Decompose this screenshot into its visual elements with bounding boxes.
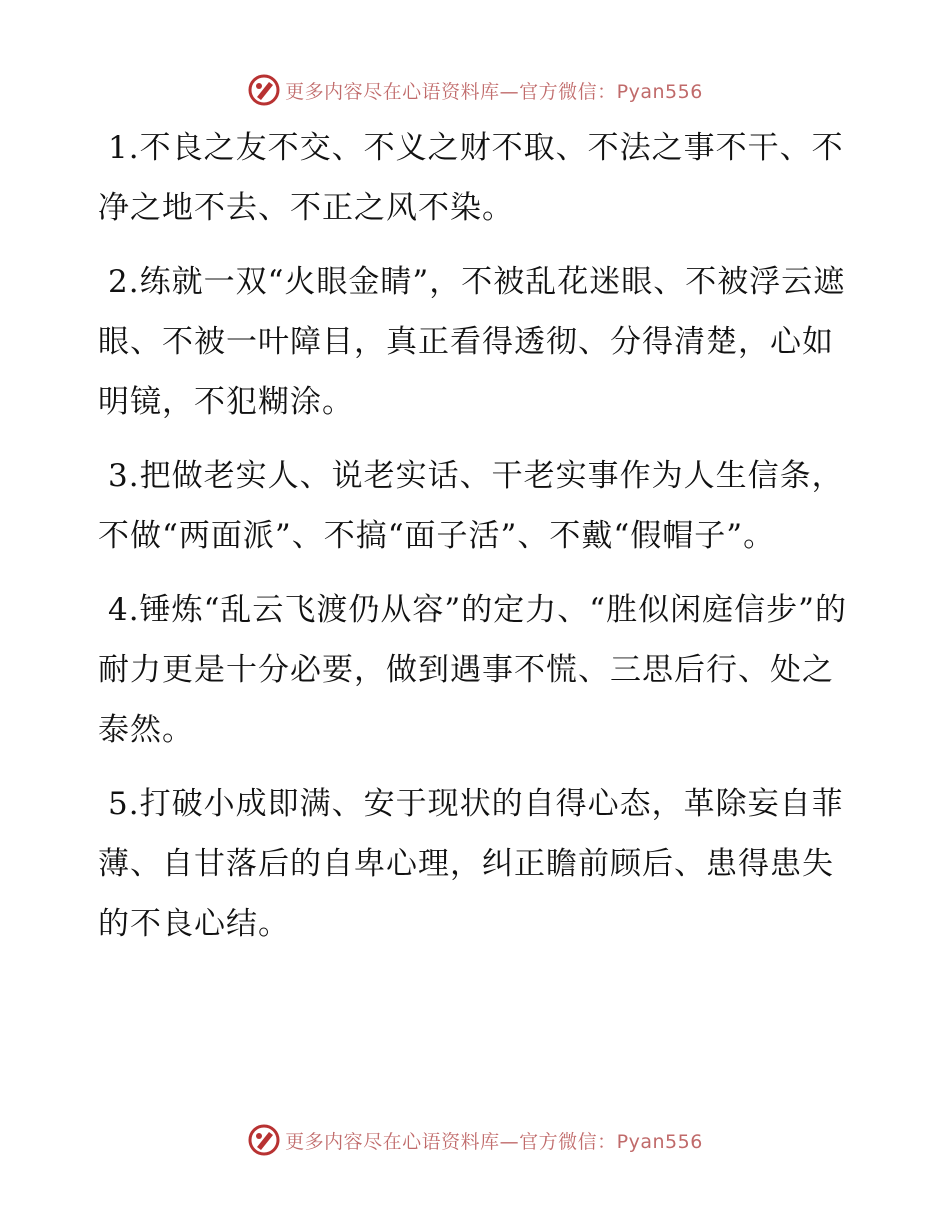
header-banner [0, 70, 950, 110]
document-body [98, 118, 858, 968]
footer-banner-text: 更多内容尽在心语资料库—官方微信：Pyan556 [285, 1130, 703, 1153]
paragraph-3: 3.把做老实人、说老实话、干老实事作为人生信条，不做“两面派”、不搞“面子活”、不戴“假帽子”。 [98, 458, 844, 554]
paragraph-4: 4.锤炼“乱云飞渡仍从容”的定力、“胜似闲庭信步”的耐力更是十分必要，做到遇事不慌、三思后行、处之泰然。 [98, 592, 847, 748]
logo-icon [247, 73, 281, 107]
paragraph-1: 1.不良之友不交、不义之财不取、不法之事不干、不净之地不去、不正之风不染。 [98, 130, 844, 226]
footer-banner [0, 1120, 950, 1160]
logo-icon [247, 1123, 281, 1157]
header-banner-text: 更多内容尽在心语资料库—官方微信：Pyan556 [285, 80, 703, 103]
paragraph-5: 5.打破小成即满、安于现状的自得心态，革除妄自菲薄、自甘落后的自卑心理，纠正瞻前顾后、患得患失的不良心结。 [98, 786, 844, 942]
paragraph-2: 2.练就一双“火眼金睛”，不被乱花迷眼、不被浮云遮眼、不被一叶障目，真正看得透彻、分得清楚，心如明镜，不犯糊涂。 [98, 264, 846, 420]
